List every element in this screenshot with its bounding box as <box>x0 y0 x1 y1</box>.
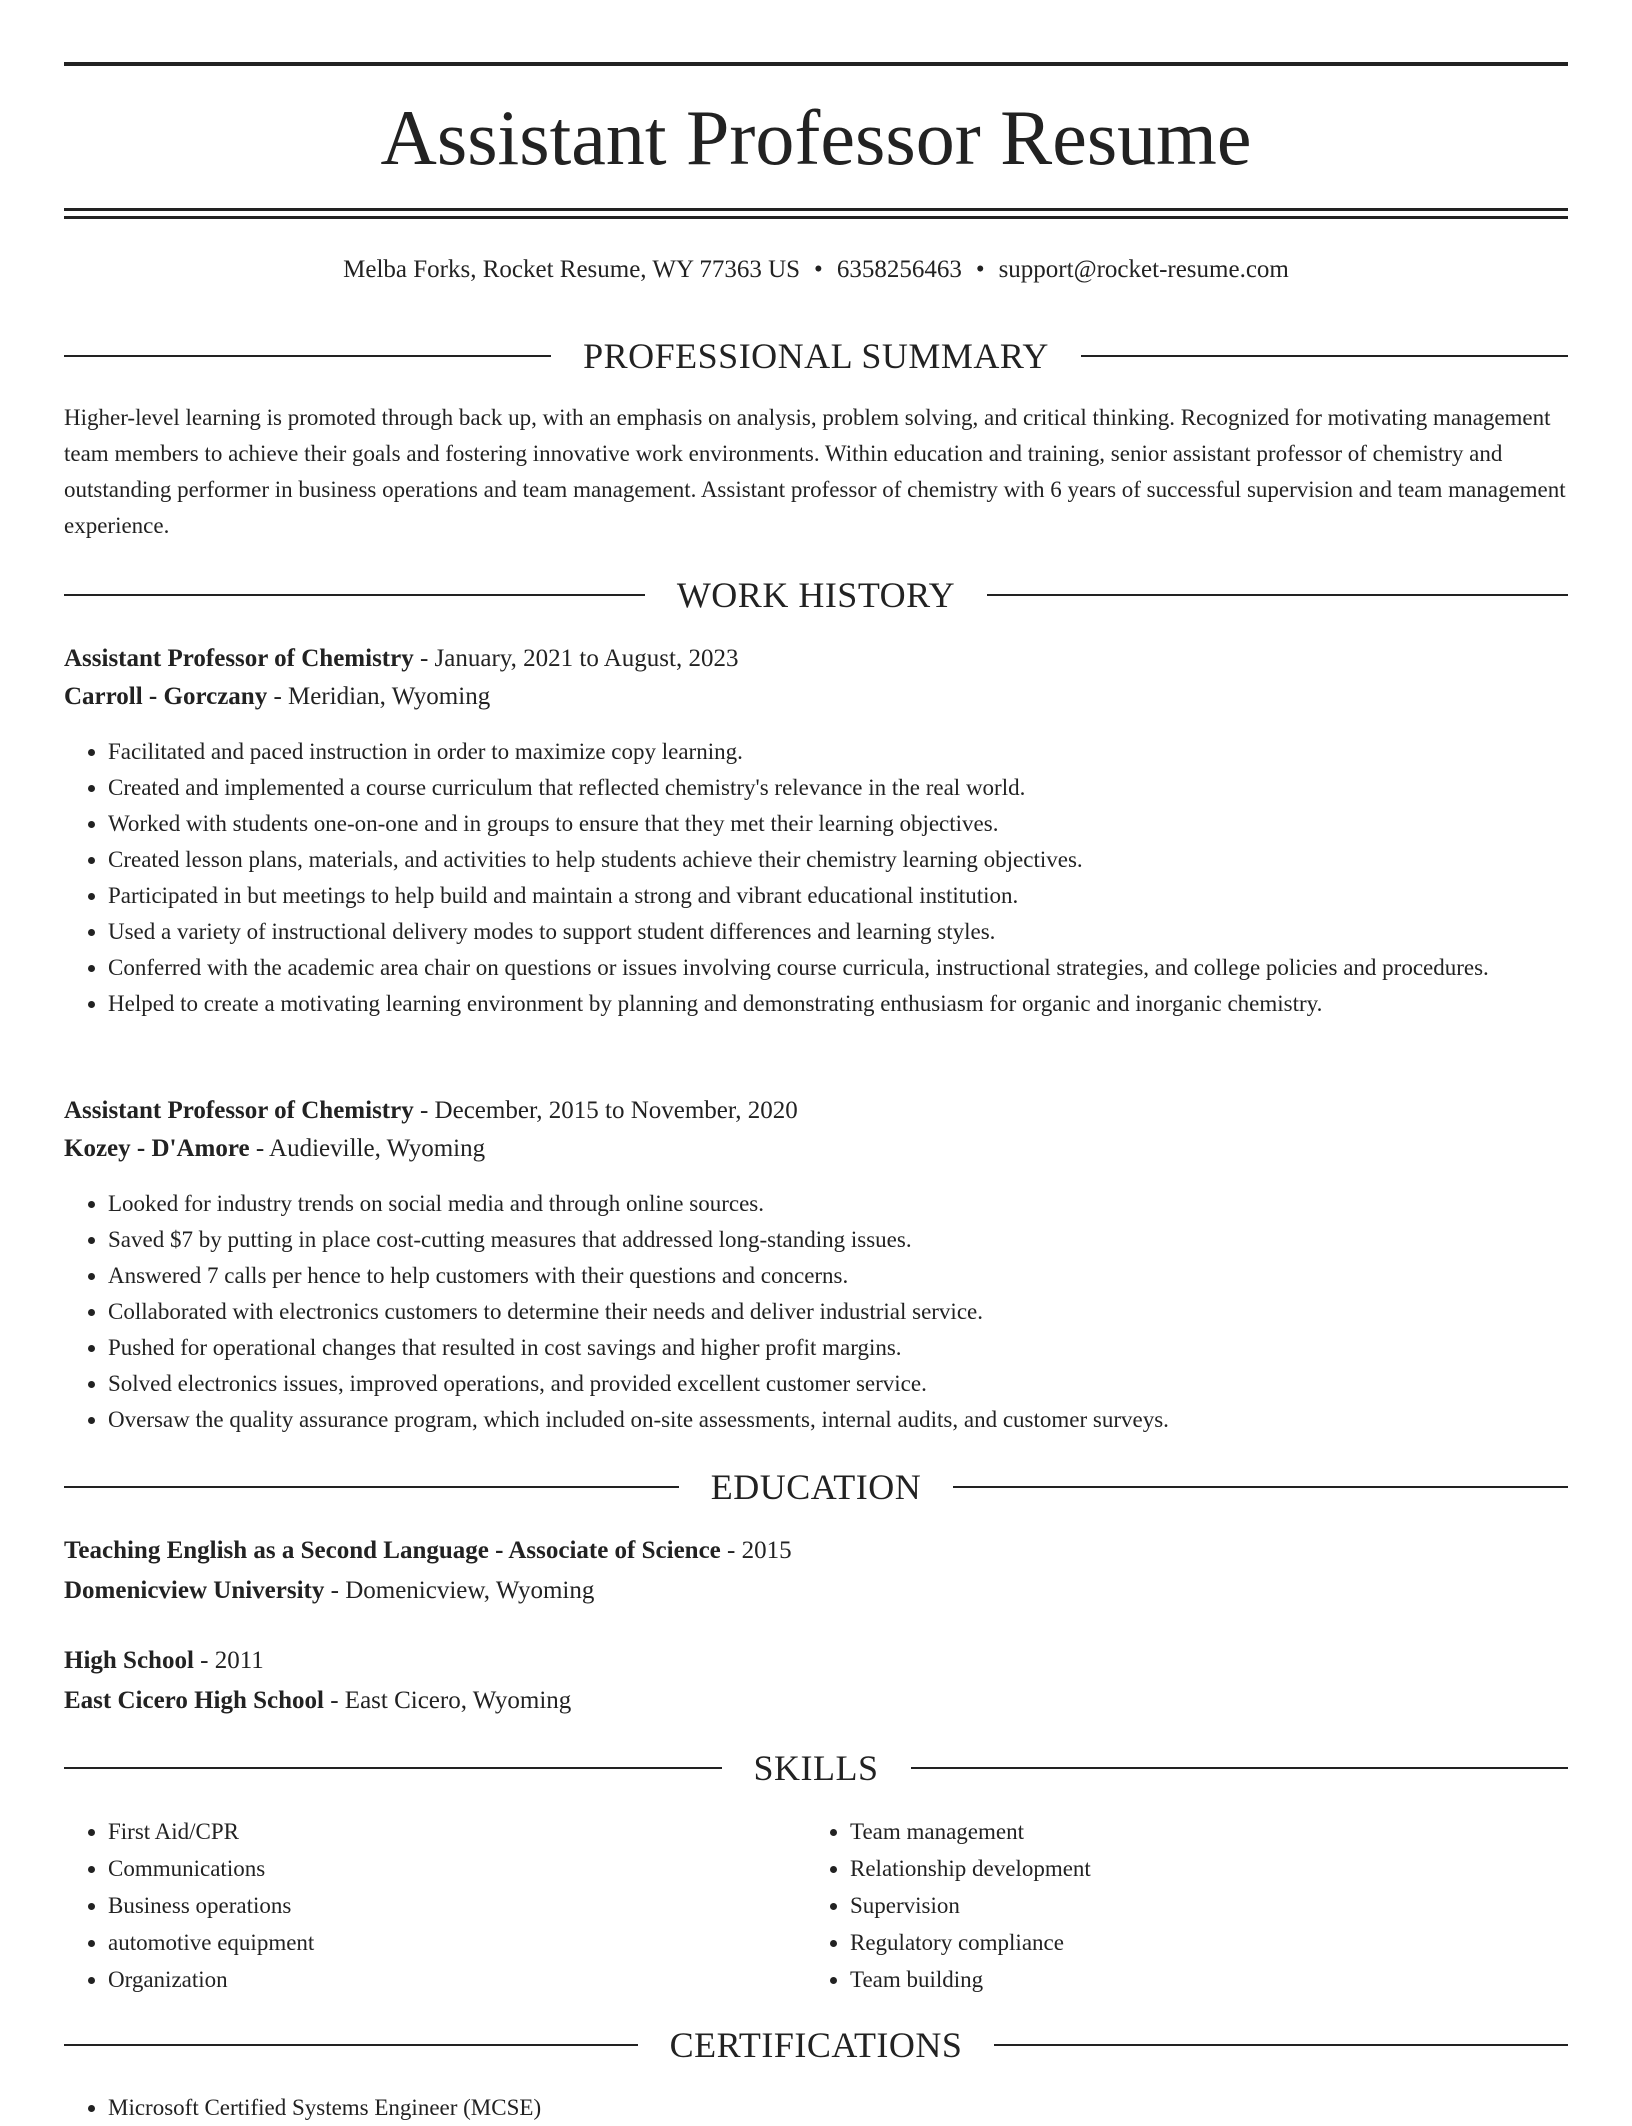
education-degree: High School <box>64 1647 194 1674</box>
job-dates: - December, 2015 to November, 2020 <box>413 1097 798 1124</box>
job-bullets <box>64 734 1568 1022</box>
list-item: • Helped to create a motivating learning environment by planning and demonstrating enthusiasm for organic and inorganic chemistry. <box>108 986 1568 1022</box>
heading-rule <box>953 1486 1568 1488</box>
job-location: - Audieville, Wyoming <box>249 1135 486 1162</box>
education-school-line <box>64 1683 1568 1719</box>
skill-item: • Team building <box>850 1961 1506 1998</box>
list-item: • Answered 7 calls per hence to help customers with their questions and concerns. <box>108 1258 1568 1294</box>
skill-item: • Relationship development <box>850 1850 1506 1887</box>
job-title: Assistant Professor of Chemistry <box>64 645 414 672</box>
page-title: Assistant Professor Resume <box>380 94 1252 181</box>
contact-email[interactable]: support@rocket-resume.com <box>998 256 1289 283</box>
heading-rule <box>1081 355 1568 357</box>
section-title: WORK HISTORY <box>676 575 956 615</box>
skill-item: • Team management <box>850 1813 1506 1850</box>
list-item: • Created and implemented a course curriculum that reflected chemistry's relevance in the real world. <box>108 770 1568 806</box>
job-title-line <box>64 641 1568 677</box>
list-item: • Looked for industry trends on social media and through online sources. <box>108 1186 1568 1222</box>
section-title: SKILLS <box>753 1748 879 1788</box>
certification-item: • Microsoft Certified Systems Engineer (MCSE) <box>108 2090 1568 2126</box>
list-item: • Worked with students one-on-one and in groups to ensure that they met their learning objectives. <box>108 806 1568 842</box>
contact-address: Melba Forks, Rocket Resume, WY 77363 US <box>343 256 801 283</box>
education-school: East Cicero High School <box>64 1687 324 1714</box>
top-rule <box>64 62 1568 66</box>
job-location: - Meridian, Wyoming <box>267 683 491 710</box>
section-title: EDUCATION <box>710 1467 922 1507</box>
list-item: • Pushed for operational changes that resulted in cost savings and higher profit margins. <box>108 1330 1568 1366</box>
heading-rule <box>64 355 551 357</box>
list-item: • Participated in but meetings to help build and maintain a strong and vibrant educational institution. <box>108 878 1568 914</box>
job-dates: - January, 2021 to August, 2023 <box>413 645 739 672</box>
contact-separator: • <box>814 256 823 283</box>
job-title-line <box>64 1093 1568 1129</box>
education-degree-line <box>64 1643 1568 1679</box>
contact-line <box>64 252 1568 288</box>
section-title: CERTIFICATIONS <box>669 2025 963 2065</box>
heading-rule <box>64 1486 679 1488</box>
contact-separator: • <box>975 256 985 283</box>
list-item: • Created lesson plans, materials, and activities to help students achieve their chemistry learning objectives. <box>108 842 1568 878</box>
heading-rule <box>911 1767 1569 1769</box>
education-school-line <box>64 1573 1568 1609</box>
skill-item: • First Aid/CPR <box>108 1813 764 1850</box>
section-heading-education <box>64 1465 1568 1509</box>
list-item: • Oversaw the quality assurance program, which included on-site assessments, internal audits, and customer surveys. <box>108 1402 1568 1438</box>
heading-rule <box>64 1767 722 1769</box>
education-location: - East Cicero, Wyoming <box>323 1687 572 1714</box>
list-item: • Solved electronics issues, improved operations, and provided excellent customer service. <box>108 1366 1568 1402</box>
skill-item: • automotive equipment <box>108 1924 764 1961</box>
education-location: - Domenicview, Wyoming <box>324 1577 595 1604</box>
job-company-line <box>64 1131 1568 1167</box>
skills-list-right <box>806 1813 1506 1998</box>
section-title: PROFESSIONAL SUMMARY <box>583 336 1049 376</box>
list-item: • Conferred with the academic area chair on questions or issues involving course curricula, instructional strategies, and college policies and procedures. <box>108 950 1568 986</box>
list-item: • Collaborated with electronics customers to determine their needs and deliver industrial service. <box>108 1294 1568 1330</box>
skill-item: • Communications <box>108 1850 764 1887</box>
skill-item: • Regulatory compliance <box>850 1924 1506 1961</box>
skill-item: • Organization <box>108 1961 764 1998</box>
section-heading-certifications <box>64 2023 1568 2067</box>
title-rule-lower <box>64 216 1568 219</box>
education-school: Domenicview University <box>64 1577 325 1604</box>
heading-rule <box>64 594 645 596</box>
skill-item: • Business operations <box>108 1887 764 1924</box>
job-company: Kozey - D'Amore <box>64 1135 250 1162</box>
summary-text: Higher-level learning is promoted through back up, with an emphasis on analysis, problem solving, and critical thinking. Recognized for motivating management team members to achieve their goals and fostering innovative work environments. Within education and training, senior assistant professor of chemistry and outstanding performer in business operations and team management. Assistant professor of chemistry with 6 years of successful supervision and team management experience. <box>64 405 1566 538</box>
education-degree: Teaching English as a Second Language - Associate of Science <box>64 1537 721 1564</box>
education-year: - 2011 <box>193 1647 264 1674</box>
section-heading-work <box>64 573 1568 617</box>
section-heading-summary <box>64 334 1568 378</box>
title-rule-upper <box>64 208 1568 211</box>
education-year: - 2015 <box>720 1537 792 1564</box>
job-company-line <box>64 679 1568 715</box>
skill-item: • Supervision <box>850 1887 1506 1924</box>
list-item: • Facilitated and paced instruction in order to maximize copy learning. <box>108 734 1568 770</box>
heading-rule <box>64 2044 638 2046</box>
list-item: • Used a variety of instructional delivery modes to support student differences and learning styles. <box>108 914 1568 950</box>
education-degree-line <box>64 1533 1568 1569</box>
job-company: Carroll - Gorczany <box>64 683 268 710</box>
section-heading-skills <box>64 1746 1568 1790</box>
list-item: • Saved $7 by putting in place cost-cutting measures that addressed long-standing issues. <box>108 1222 1568 1258</box>
skills-list-left <box>64 1813 764 1998</box>
job-bullets <box>64 1186 1568 1438</box>
heading-rule <box>994 2044 1568 2046</box>
certifications-list <box>64 2090 1568 2126</box>
contact-phone: 6358256463 <box>836 256 962 283</box>
heading-rule <box>987 594 1568 596</box>
job-title: Assistant Professor of Chemistry <box>64 1097 414 1124</box>
